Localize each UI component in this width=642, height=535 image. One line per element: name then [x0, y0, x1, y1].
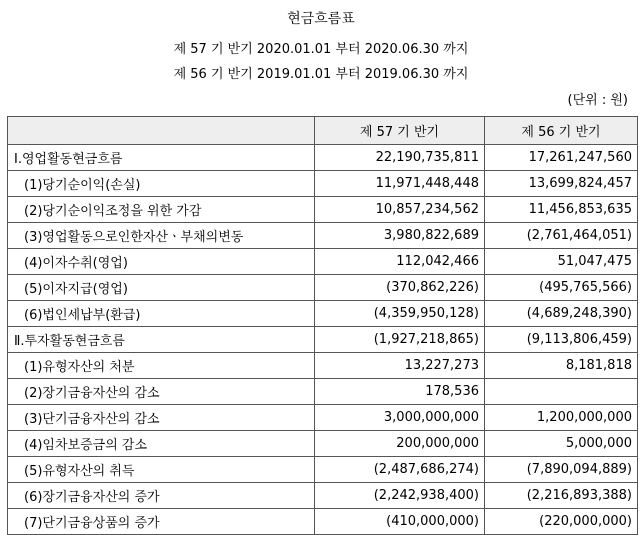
table-row [8, 223, 638, 249]
row-current: (4,359,950,128) [315, 301, 485, 327]
row-current: (2,487,686,274) [315, 457, 485, 483]
table-row [8, 431, 638, 457]
row-current: 10,857,234,562 [315, 197, 485, 223]
row-label: Ⅱ.투자활동현금흐름 [8, 327, 315, 353]
row-prior: 13,699,824,457 [485, 171, 638, 197]
header-item [8, 117, 315, 145]
table-row [8, 379, 638, 405]
current-period: 제 57 기 반기 2020.01.01 부터 2020.06.30 까지 [173, 42, 469, 57]
row-prior: (2,761,464,051) [485, 223, 638, 249]
row-prior: (220,000,000) [485, 509, 638, 535]
row-label: (4)이자수취(영업) [8, 249, 315, 275]
table-row [8, 171, 638, 197]
table-row [8, 405, 638, 431]
report-header [0, 0, 642, 112]
row-label: (6)법인세납부(환급) [8, 301, 315, 327]
prior-period: 제 56 기 반기 2019.01.01 부터 2019.06.30 까지 [173, 67, 469, 82]
row-prior: 51,047,475 [485, 249, 638, 275]
header-current: 제 57 기 반기 [315, 117, 485, 145]
table-row [8, 145, 638, 171]
row-current: (1,927,218,865) [315, 327, 485, 353]
row-prior: (2,216,893,388) [485, 483, 638, 509]
row-current: 22,190,735,811 [315, 145, 485, 171]
row-prior [485, 379, 638, 405]
row-label: (2)당기순이익조정을 위한 가감 [8, 197, 315, 223]
row-current: 11,971,448,448 [315, 171, 485, 197]
row-label: (1)유형자산의 처분 [8, 353, 315, 379]
row-current: (410,000,000) [315, 509, 485, 535]
table-row [8, 197, 638, 223]
row-current: (2,242,938,400) [315, 483, 485, 509]
row-current: 112,042,466 [315, 249, 485, 275]
row-label: (1)당기순이익(손실) [8, 171, 315, 197]
table-row [8, 483, 638, 509]
row-prior: (495,765,566) [485, 275, 638, 301]
header-prior: 제 56 기 반기 [485, 117, 638, 145]
row-label: (7)단기금융상품의 증가 [8, 509, 315, 535]
row-prior: 8,181,818 [485, 353, 638, 379]
row-current: 178,536 [315, 379, 485, 405]
table-header-row [8, 117, 638, 145]
row-current: 3,000,000,000 [315, 405, 485, 431]
row-label: (3)단기금융자산의 감소 [8, 405, 315, 431]
row-label: (2)장기금융자산의 감소 [8, 379, 315, 405]
unit-label: (단위 : 원) [567, 93, 628, 108]
row-label: (3)영업활동으로인한자산ㆍ부채의변동 [8, 223, 315, 249]
cash-flow-table [7, 116, 638, 535]
row-current: 3,980,822,689 [315, 223, 485, 249]
row-current: (370,862,226) [315, 275, 485, 301]
table-row [8, 353, 638, 379]
table-row [8, 275, 638, 301]
row-prior: 11,456,853,635 [485, 197, 638, 223]
row-label: (4)임차보증금의 감소 [8, 431, 315, 457]
table-row [8, 249, 638, 275]
row-prior: 5,000,000 [485, 431, 638, 457]
table-row [8, 327, 638, 353]
row-prior: (4,689,248,390) [485, 301, 638, 327]
row-label: (6)장기금융자산의 증가 [8, 483, 315, 509]
row-current: 200,000,000 [315, 431, 485, 457]
table-row [8, 301, 638, 327]
row-current: 13,227,273 [315, 353, 485, 379]
row-prior: (7,890,094,889) [485, 457, 638, 483]
row-label: (5)이자지급(영업) [8, 275, 315, 301]
row-prior: 1,200,000,000 [485, 405, 638, 431]
row-label: (5)유형자산의 취득 [8, 457, 315, 483]
row-prior: (9,113,806,459) [485, 327, 638, 353]
report-title: 현금흐름표 [287, 11, 355, 27]
table-row [8, 457, 638, 483]
row-label: Ⅰ.영업활동현금흐름 [8, 145, 315, 171]
row-prior: 17,261,247,560 [485, 145, 638, 171]
